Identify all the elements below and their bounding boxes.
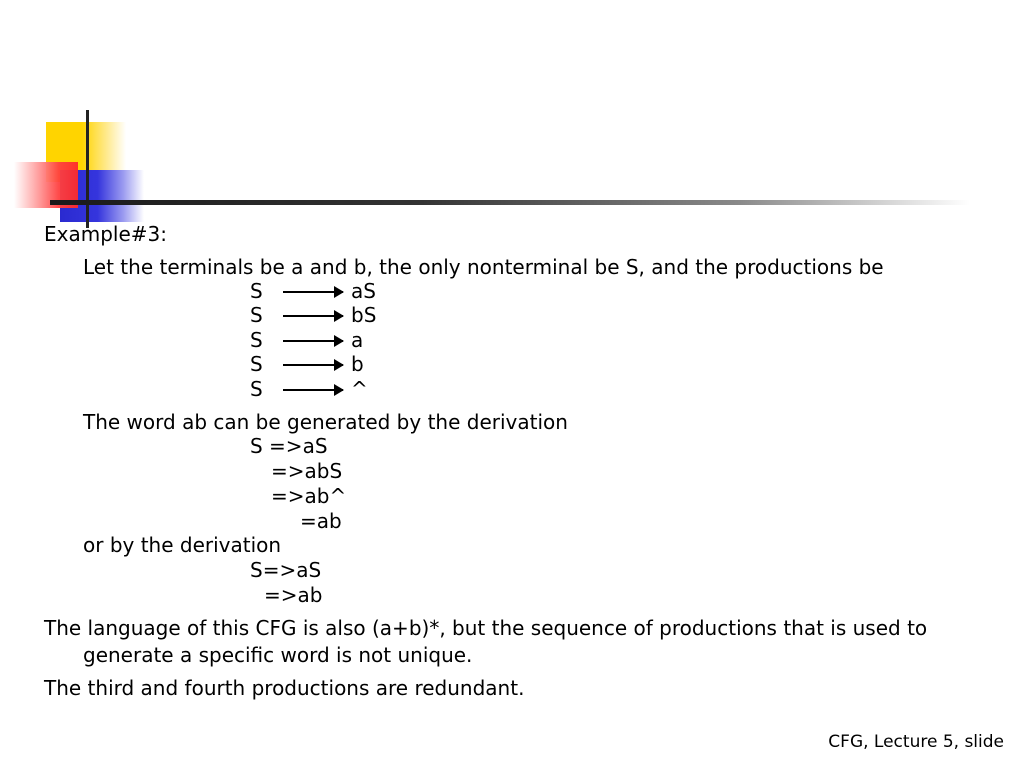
slide-footer: CFG, Lecture 5, slide — [828, 732, 1004, 752]
derivation-step: =ab — [300, 509, 342, 533]
production-arrow-icon — [283, 364, 343, 366]
production-lhs: S — [250, 328, 263, 352]
production-lhs: S — [250, 377, 263, 401]
production-lhs: S — [250, 352, 263, 376]
derivation-step: S =>aS — [250, 434, 328, 458]
production-rhs: b — [351, 352, 364, 376]
derivation1-intro: The word ab can be generated by the derivation — [83, 410, 568, 434]
vertical-decor-line — [86, 110, 89, 228]
production-arrow-icon — [283, 340, 343, 342]
title-divider-line — [50, 200, 970, 205]
production-rhs: bS — [351, 303, 377, 327]
example-heading: Example#3: — [44, 222, 167, 246]
language-statement-line2: generate a specific word is not unique. — [83, 643, 473, 667]
production-rhs: aS — [351, 279, 376, 303]
derivation2-intro: or by the derivation — [83, 533, 282, 557]
derivation-step: S=>aS — [250, 558, 322, 582]
production-lhs: S — [250, 303, 263, 327]
production-rhs: ^ — [351, 377, 368, 401]
production-lhs: S — [250, 279, 263, 303]
intro-text: Let the terminals be a and b, the only nonterminal be S, and the productions be — [83, 255, 884, 279]
production-arrow-icon — [283, 389, 343, 391]
production-rhs: a — [351, 328, 364, 352]
production-arrow-icon — [283, 315, 343, 317]
redundant-statement: The third and fourth productions are redundant. — [44, 676, 525, 700]
derivation-step: =>ab — [264, 583, 323, 607]
derivation-step: =>abS — [271, 459, 343, 483]
production-arrow-icon — [283, 291, 343, 293]
language-statement-line1: The language of this CFG is also (a+b)*, but the sequence of productions that is used to — [44, 616, 928, 640]
derivation-step: =>ab^ — [271, 484, 347, 508]
